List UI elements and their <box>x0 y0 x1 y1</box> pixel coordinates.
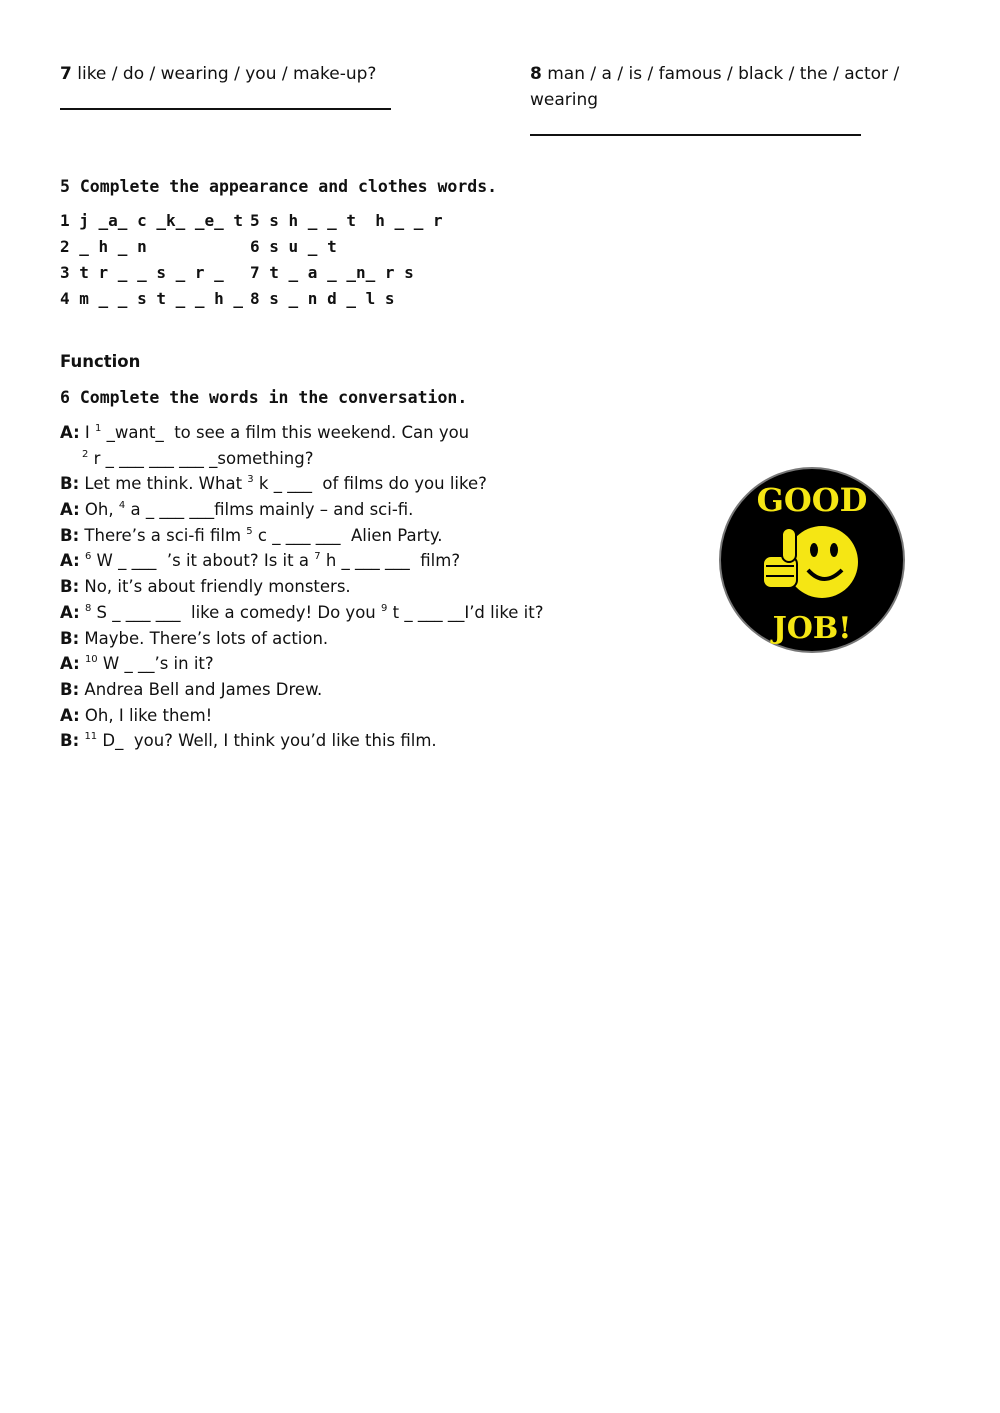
line-gap-text[interactable]: a _ ___ ___films mainly – and sci-fi. <box>125 500 414 520</box>
smiley-right-eye <box>830 543 838 557</box>
conversation-line <box>60 523 544 549</box>
word-grid <box>60 210 450 310</box>
gap-number: 2 <box>82 448 89 460</box>
line-text: I <box>79 423 96 442</box>
line-gap-text[interactable]: h _ ___ ___ film? <box>320 551 461 571</box>
line-text: Oh, <box>79 500 119 520</box>
conversation-line <box>60 728 544 754</box>
line-text: Maybe. There’s lots of action. <box>79 628 329 648</box>
gap-number: 10 <box>84 654 98 666</box>
conversation-line <box>60 548 544 574</box>
word-item[interactable]: 8 s _ n d _ l s <box>250 289 395 308</box>
line-gap-text[interactable]: W _ __’s in it? <box>97 654 214 674</box>
gap-number: 6 <box>84 551 92 563</box>
line-gap-text[interactable]: c _ ___ ___ Alien Party. <box>252 525 443 545</box>
exercise-5-heading: 5 Complete the appearance and clothes words. <box>60 177 498 196</box>
line-gap-text[interactable]: _want_ to see a film this weekend. Can you <box>101 423 470 442</box>
speaker-label: B: <box>60 577 80 597</box>
badge-bottom-text: JOB! <box>772 611 852 646</box>
speaker-label: B: <box>60 628 80 648</box>
gap-number: 7 <box>314 551 321 563</box>
conversation-line <box>60 471 544 497</box>
gap-number: 8 <box>84 602 92 614</box>
gap-number: 9 <box>381 602 388 614</box>
conversation-line <box>60 497 544 523</box>
line-gap-text[interactable]: D_ you? Well, I think you’d like this film. <box>97 731 437 751</box>
conversation-line <box>60 420 544 446</box>
item-7-answer-line[interactable] <box>60 108 391 110</box>
speaker-label: B: <box>60 474 80 494</box>
item-8-number: 8 <box>530 64 542 84</box>
gap-number: 1 <box>95 423 102 434</box>
speaker-label: A: <box>60 551 80 571</box>
item-7-number: 7 <box>60 64 72 84</box>
badge-top-text: GOOD <box>756 481 868 519</box>
conversation <box>60 420 544 754</box>
word-item[interactable]: 6 s u _ t <box>250 237 337 256</box>
good-job-badge <box>718 466 906 654</box>
conversation-line <box>60 574 544 600</box>
word-item[interactable]: 1 j _a_ c _k_ _e_ t <box>60 211 244 230</box>
conversation-line <box>60 600 544 626</box>
speaker-label: B: <box>60 731 80 751</box>
line-gap-text[interactable]: S _ ___ ___ like a comedy! Do you <box>91 602 381 622</box>
speaker-label: A: <box>60 423 80 442</box>
item-8-text: man / a / is / famous / black / the / actor / <box>541 64 900 84</box>
gap-number: 3 <box>247 474 254 486</box>
line-text: Oh, I like them! <box>79 705 213 725</box>
speaker-label: A: <box>60 602 80 622</box>
exercise-6-heading: 6 Complete the words in the conversation. <box>60 388 468 407</box>
line-text: No, it’s about friendly monsters. <box>79 577 351 597</box>
speaker-label: A: <box>60 705 80 725</box>
speaker-label: B: <box>60 679 80 699</box>
speaker-label: B: <box>60 525 80 545</box>
gap-number: 4 <box>118 500 126 512</box>
conversation-line <box>60 446 544 472</box>
line-gap-text[interactable]: t _ ___ __I’d like it? <box>387 602 544 622</box>
line-gap-text[interactable]: W _ ___ ’s it about? Is it a <box>91 551 315 571</box>
item-8-text-line2: wearing <box>530 90 599 110</box>
function-title: Function <box>60 352 141 371</box>
item-7-text: like / do / wearing / you / make-up? <box>71 64 377 84</box>
word-item[interactable]: 4 m _ _ s t _ _ h _ <box>60 289 244 308</box>
word-item[interactable]: 3 t r _ _ s _ r _ <box>60 263 224 282</box>
line-gap-text[interactable]: k _ ___ of films do you like? <box>253 474 487 494</box>
smiley-left-eye <box>810 543 818 557</box>
word-item[interactable]: 2 _ h _ n <box>60 237 147 256</box>
gap-number: 11 <box>84 731 98 743</box>
item-8 <box>530 64 899 84</box>
conversation-line <box>60 626 544 652</box>
item-8-answer-line[interactable] <box>530 134 861 136</box>
line-gap-text[interactable]: r _ ___ ___ ___ _something? <box>88 448 314 468</box>
gap-number: 5 <box>246 525 253 537</box>
conversation-line <box>60 677 544 703</box>
item-7 <box>60 64 376 84</box>
word-item[interactable]: 5 s h _ _ t h _ _ r <box>250 211 443 230</box>
speaker-label: A: <box>60 500 80 520</box>
speaker-label: A: <box>60 654 80 674</box>
conversation-line <box>60 651 544 677</box>
line-text: Let me think. What <box>79 474 248 494</box>
line-text: Andrea Bell and James Drew. <box>79 679 323 699</box>
conversation-line <box>60 703 544 729</box>
line-text: There’s a sci-fi film <box>79 525 247 545</box>
word-item[interactable]: 7 t _ a _ _n_ r s <box>250 263 414 282</box>
